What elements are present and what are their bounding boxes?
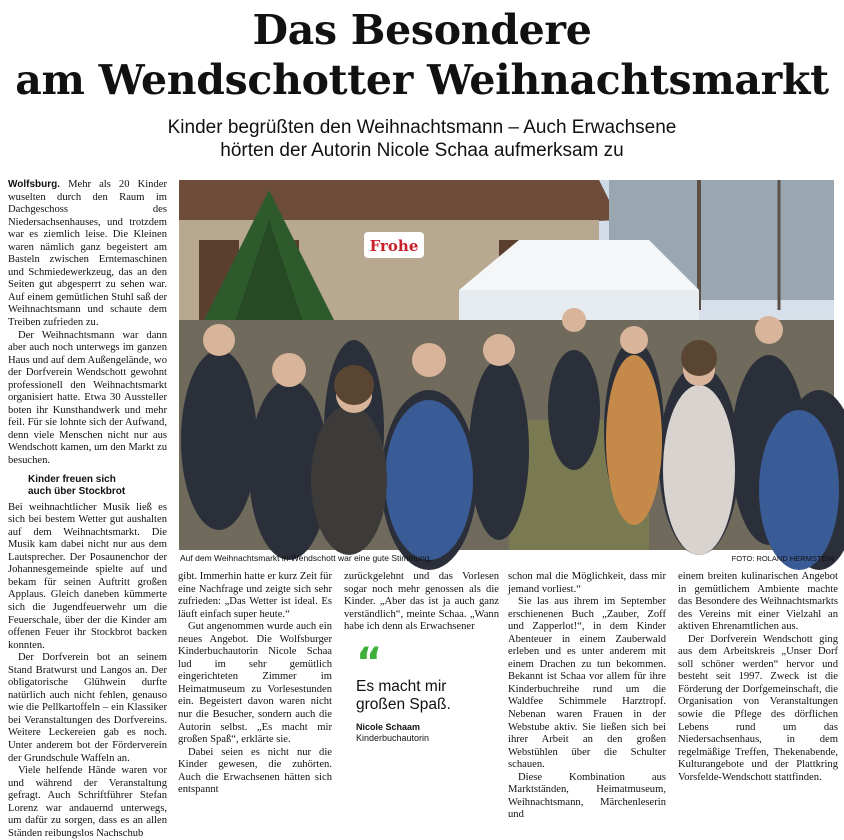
article-column-3 — [344, 571, 499, 643]
intertitle-line-1: Kinder freuen sich — [28, 473, 116, 485]
quote-text — [356, 678, 496, 714]
photo-caption: Auf dem Weihnachtsmarkt in Wendschott war eine gute Stimmung. — [180, 553, 432, 563]
lead-text: Mehr als 20 Kinder wuselten durch den Raum im Dachgeschoss des Niedersachsenhauses, und trotzdem war es ziemlich leise. Die Kleinen waren nämlich ganz begeistert am Basteln zwischen Erntemaschinen und Schmiedewerkzeug, das an den Seiten gut abgesperrt zu sehen war. Auf einem gemütlichen Stuhl saß der Weihnachtsmann und schaute dem Treiben zufrieden zu. — [8, 179, 167, 329]
subheadline-line-2: hörten der Autorin Nicole Schaa aufmerksam zu — [220, 140, 624, 161]
quote-mark-icon: “ — [356, 640, 383, 686]
article-paragraph: Viele helfende Hände waren vor und während der Veranstaltung gefragt. Auch Schriftführer Stefan Lorenz war andauernd unterwegs, um dafür zu sorgen, dass es an allen Ständen reibungslos Nachschub — [8, 765, 167, 839]
shop-sign-text: Frohe — [369, 237, 419, 255]
market-photo-illustration — [179, 180, 834, 550]
article-paragraph: Gut angenommen wurde auch ein neues Angebot. Die Wolfsburger Kinderbuchautorin Nicole Schaa lud im sehr gemütlich eingerichteten Zimmer im Heimatmuseum zu Vorlesestunden ein. Begeistert davon waren nicht nur die Besucher, sondern auch die Autorin selbst. „Es macht mir großen Spaß“, erklärte sie. — [178, 621, 332, 746]
photo-credit: FOTO: ROLAND HERMSTEIN — [731, 554, 834, 563]
quote-text-line-1: Es macht mir — [356, 678, 447, 695]
subheadline-line-1: Kinder begrüßten den Weihnachtsmann – Auch Erwachsene — [167, 117, 677, 138]
headline-line-2: am Wendschotter Weihnachtsmarkt — [15, 56, 829, 104]
article-column-4 — [508, 571, 666, 821]
quote-author: Nicole Schaam — [356, 722, 421, 732]
article-paragraph: gibt. Immerhin hatte er kurz Zeit für eine Nachfrage und zeigte sich sehr zufrieden: „Das Wetter ist ideal. Es läuft einfach super heute.“ — [178, 571, 332, 620]
dateline: Wolfsburg. — [8, 179, 61, 190]
article-paragraph: Der Dorfverein bot an seinem Stand Bratwurst und Langos an. Der obligatorische Glühwein durfte natürlich auch nicht fehlen, genauso wie die Pellkartoffeln – ein Klassiker bei Veranstaltungen des Dorfvereins. Weitere Leckereien gab es noch. Unter anderem bot der Förderverein der Grundschule Waffeln an. — [8, 652, 167, 764]
article-paragraph: Der Dorfverein Wendschott ging aus dem Arbeitskreis „Unser Dorf soll schöner werden“ hervor und besteht seit 1997. Zweck ist die Förderung der Dorfgemeinschaft, die Organisation von Veranstaltungen sowie die Pflege des dörflichen Lebens rund um das Niedersachsenhaus, in dem regelmäßige Treffen, Thekenabende, Kulturangebote und der Plattkring Vorsfelde-Wendschott stattfinden. — [678, 633, 838, 783]
article-paragraph — [8, 179, 167, 330]
headline-line-1: Das Besondere — [252, 6, 592, 54]
pull-quote — [356, 640, 496, 743]
intertitle-line-2: auch über Stockbrot — [28, 485, 126, 497]
article-paragraph: Bei weihnachtlicher Musik ließ es sich bei bestem Wetter gut aushalten auf dem Weihnachtsmarkt. Die Musik kam dabei nicht nur aus dem Lautsprecher. Der Posaunenchor der Johannesgemeinde spielte auf und bekam für seinen Auftritt großen Applaus. Gleich daneben kümmerte sich die Jugendfeuerwehr um die Feuerschale, über der die Kinder am offenen Feuer ihr Stockbrot backen konnten. — [8, 501, 167, 651]
article-paragraph: zurückgelehnt und das Vorlesen sogar noch mehr genossen als die Kinder. „Aber das ist ja auch ganz verständlich“, meinte Schaa. „Wann habe ich denn als Erwachsener — [344, 571, 499, 633]
article-column-2 — [178, 571, 332, 796]
article-column-5 — [678, 571, 838, 783]
quote-author-role: Kinderbuchautorin — [356, 733, 430, 743]
quote-text-line-2: großen Spaß. — [356, 696, 451, 713]
article-paragraph: schon mal die Möglichkeit, dass mir jemand vorliest.“ — [508, 571, 666, 595]
intertitle — [28, 474, 167, 498]
article-paragraph: einem breiten kulinarischen Angebot in gemütlichem Ambiente machte das Besondere des Weihnachtsmarkts des Vereins mit einer Vielzahl an aktiven Ehrenamtlichen aus. — [678, 571, 838, 633]
article-paragraph: Dabei seien es nicht nur die Kinder gewesen, die zuhörten. Auch die Erwachsenen hätten sich entspannt — [178, 746, 332, 796]
article-paragraph: Der Weihnachtsmann war dann aber auch noch unterwegs im ganzen Haus und auf dem Außengelände, wo der Dorfverein Wendschott gewohnt professionell den Weihnachtsmarkt organisiert hatte. Etwa 30 Aussteller boten ihr Kunsthandwerk und mehr feil. Für sie lohnte sich der Aufwand, denn viele Menschen nicht nur aus Wendschott kamen, um den Markt zu besuchen. — [8, 329, 167, 467]
article-paragraph: Sie las aus ihrem im September erschienenen Buch „Zauber, Zoff und Zapperlot!“, in dem Kinder Abenteuer in einem Zauberwald erleben und es unter anderem mit einem Drachen zu tun bekommen. Bekannt ist Schaa vor allem für ihre Kinderbuchreihe rund um die Waldfee Schimmele Harztropf. Nebenan waren Frauen in der Webstube aktiv. Sie ließen sich bei ihrer Arbeit an den großen Webstühlen über die Schulter schauen. — [508, 596, 666, 771]
article-paragraph: Diese Kombination aus Marktständen, Heimatmuseum, Weihnachtsmann, Märchenleserin und — [508, 771, 666, 821]
article-column-1 — [8, 179, 167, 839]
market-photo — [179, 180, 834, 550]
